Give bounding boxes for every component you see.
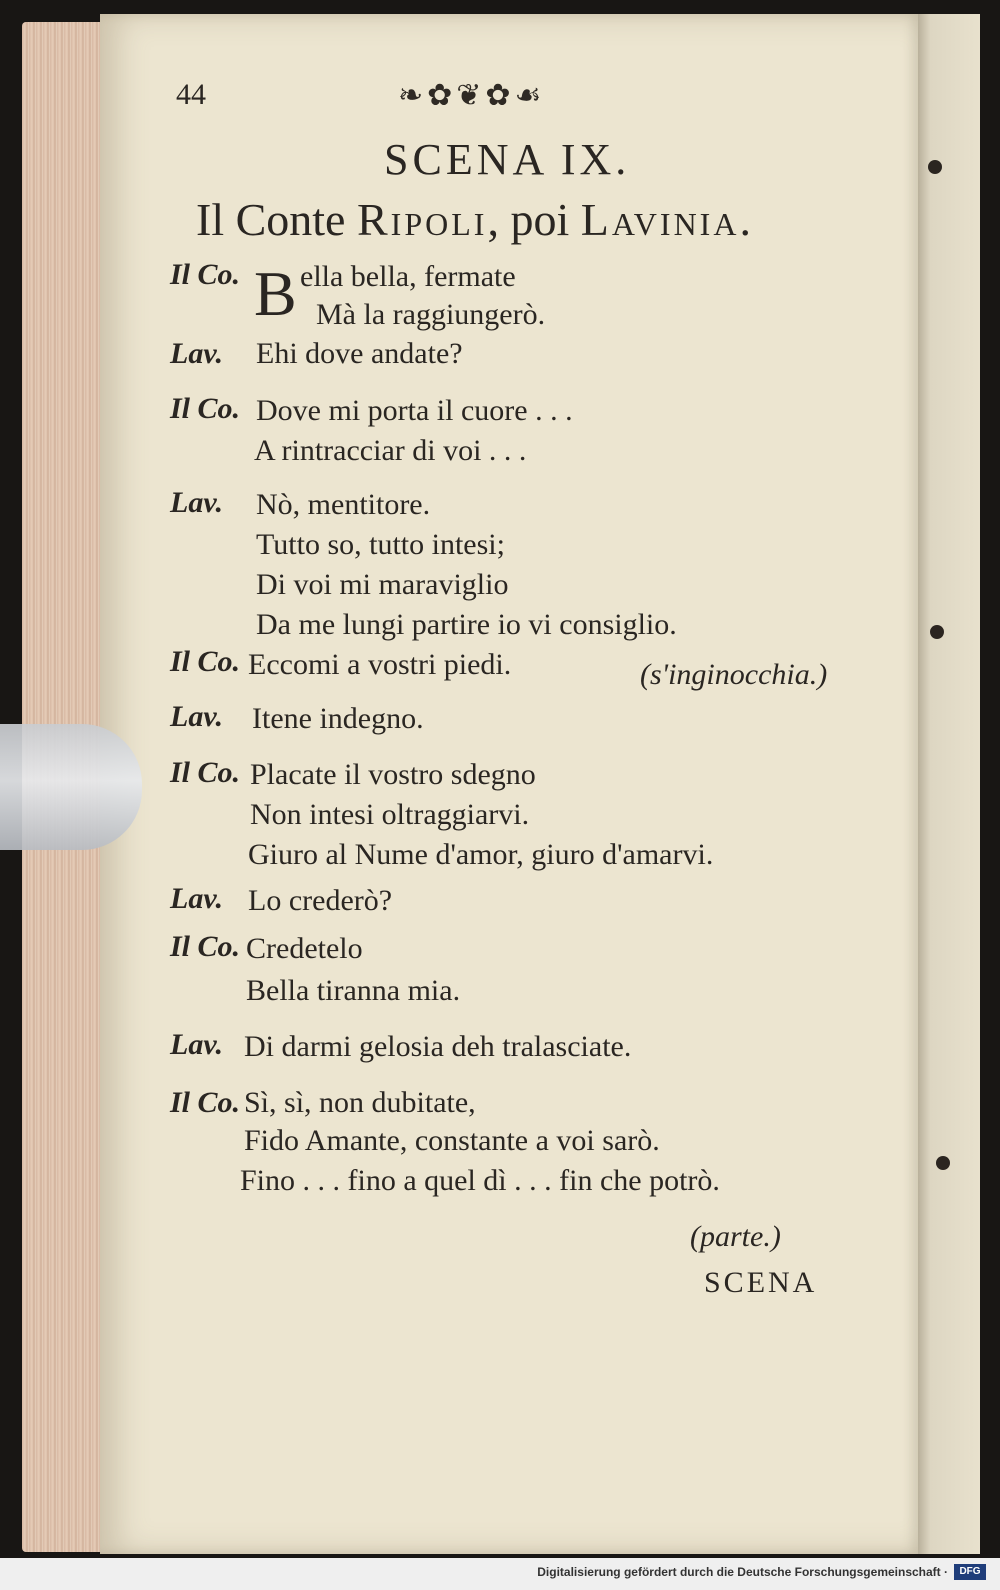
speaker-label: Lav. xyxy=(170,882,224,915)
stage-direction: (s'inginocchia.) xyxy=(640,658,828,691)
verse-line: Di voi mi maraviglio xyxy=(256,568,509,601)
verse-line: Ehi dove andate? xyxy=(256,337,463,370)
verse-line: Credetelo xyxy=(246,932,363,965)
speaker-label: Il Co. xyxy=(170,1086,241,1119)
verse-line: Nò, mentitore. xyxy=(256,488,431,521)
verse-line: Itene indegno. xyxy=(252,702,424,735)
verse-line: Lo crederò? xyxy=(248,884,393,917)
catchword: SCENA xyxy=(704,1266,818,1299)
verse-line: Dove mi porta il cuore . . . xyxy=(256,394,573,427)
stage-direction: (parte.) xyxy=(690,1220,781,1253)
verse-line: Fino . . . fino a quel dì . . . fin che potrò. xyxy=(240,1164,720,1197)
verse-line: Placate il vostro sdegno xyxy=(250,758,536,791)
speaker-label: Il Co. xyxy=(170,930,241,963)
characters-prefix: Il Conte xyxy=(196,194,357,245)
binding-hole xyxy=(928,160,942,174)
verse-line: Bella tiranna mia. xyxy=(246,974,461,1007)
speaker-label: Il Co. xyxy=(170,645,241,678)
verse-line: Giuro al Nume d'amor, giuro d'amarvi. xyxy=(248,838,714,871)
verse-line: Sì, sì, non dubitate, xyxy=(244,1086,476,1119)
speaker-label: Il Co. xyxy=(170,756,241,789)
verse-line: A rintracciar di voi . . . xyxy=(254,434,527,467)
speaker-label: Lav. xyxy=(170,486,224,519)
thumb-holding-page xyxy=(0,724,142,850)
speaker-label: Lav. xyxy=(170,700,224,733)
page-number: 44 xyxy=(176,78,206,111)
character-lavinia: Lavinia. xyxy=(580,194,754,245)
verse-line: ella bella, fermate xyxy=(300,260,516,293)
binding-hole xyxy=(936,1156,950,1170)
verse-line: Da me lungi partire io vi consiglio. xyxy=(256,608,677,641)
dfg-logo: DFG xyxy=(954,1564,986,1580)
characters-mid: , poi xyxy=(487,194,581,245)
next-page-edge xyxy=(918,14,980,1554)
verse-line: Mà la raggiungerò. xyxy=(316,298,546,331)
scene-title: SCENA IX. xyxy=(384,135,631,184)
verse-line: Eccomi a vostri piedi. xyxy=(248,648,512,681)
verse-line: Tutto so, tutto intesi; xyxy=(256,528,505,561)
verse-line: Non intesi oltraggiarvi. xyxy=(250,798,530,831)
speaker-label: Il Co. xyxy=(170,392,241,425)
character-ripoli: Ripoli xyxy=(356,194,488,245)
header-ornament: ❧✿❦✿☙ xyxy=(398,79,546,112)
speaker-label: Il Co. xyxy=(170,258,241,291)
verse-line: Di darmi gelosia deh tralasciate. xyxy=(244,1030,632,1063)
scene-characters xyxy=(196,193,754,246)
speaker-label: Lav. xyxy=(170,337,224,370)
funding-credit: Digitalisierung gefördert durch die Deutsche Forschungsgemeinschaft · xyxy=(537,1565,948,1579)
speaker-label: Lav. xyxy=(170,1028,224,1061)
drop-cap: B xyxy=(254,258,297,329)
binding-hole xyxy=(930,625,944,639)
verse-line: Fido Amante, constante a voi sarò. xyxy=(244,1124,660,1157)
